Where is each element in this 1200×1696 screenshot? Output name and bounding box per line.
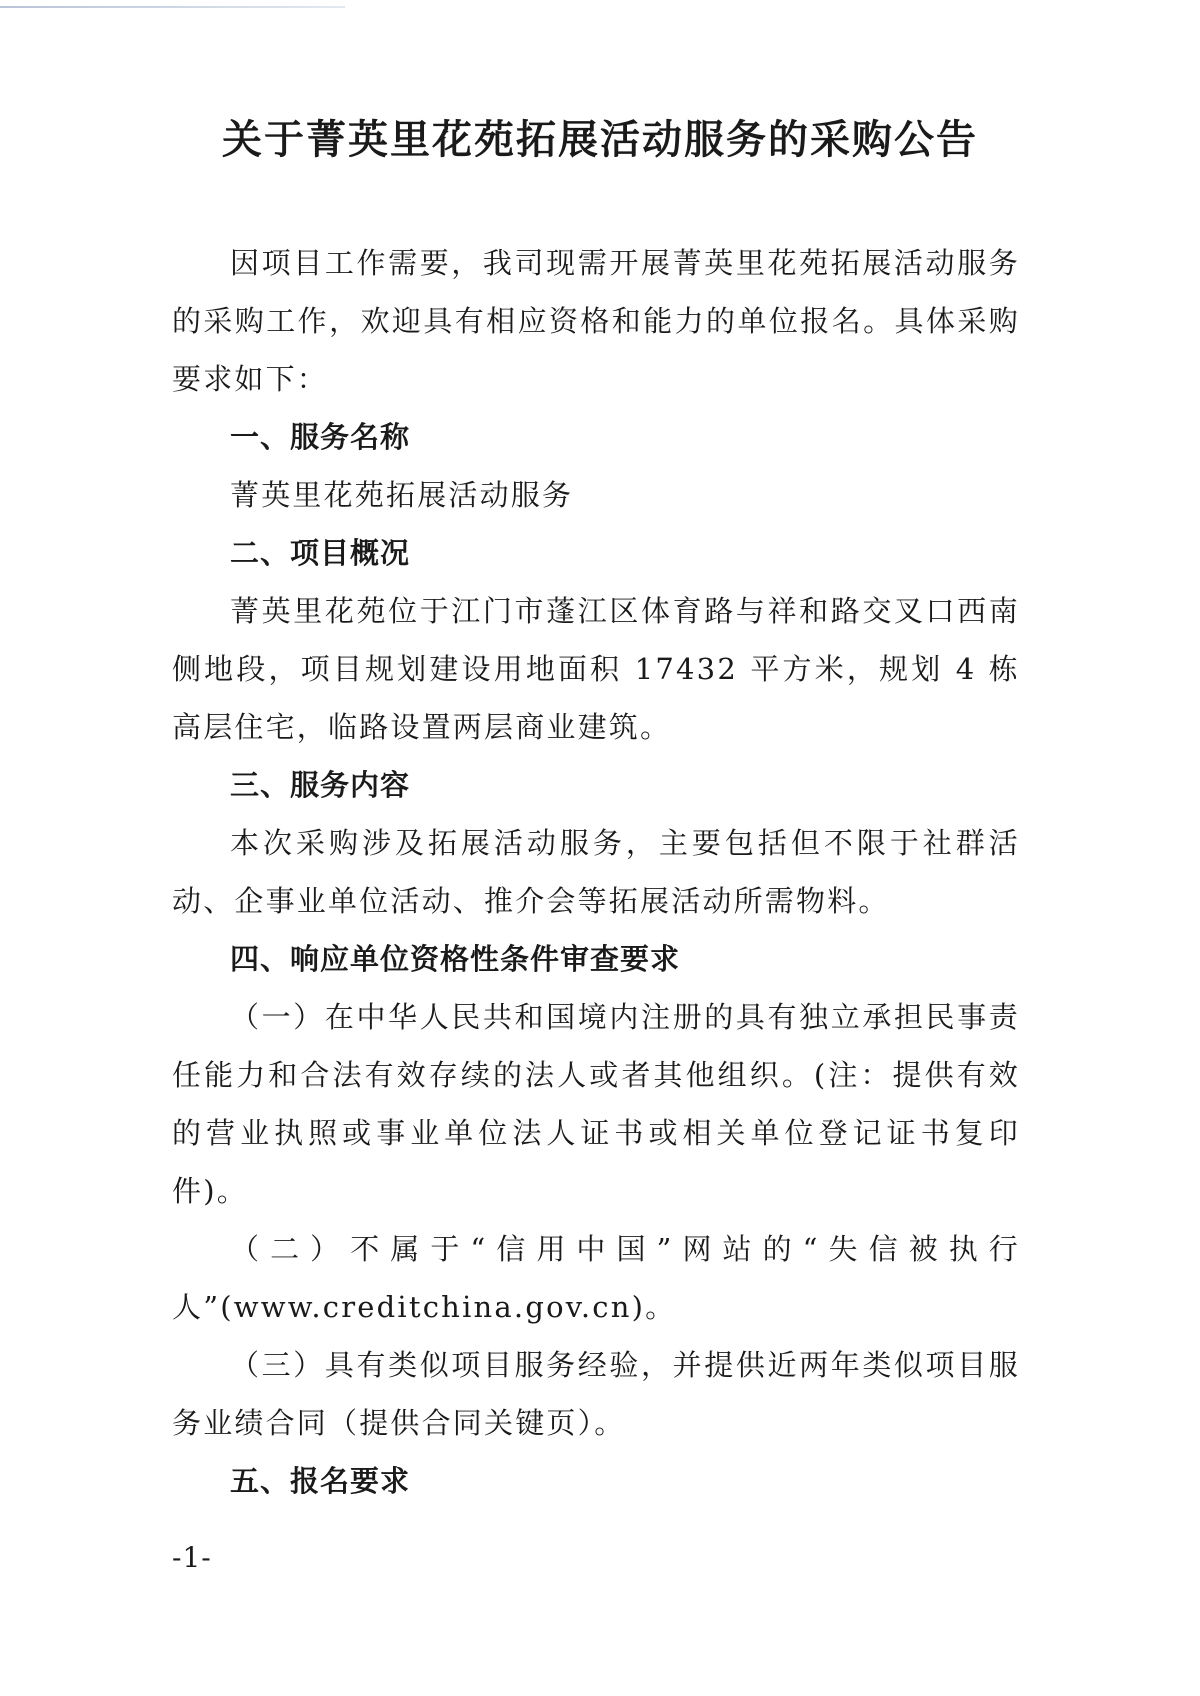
qualification-item-3: （三）具有类似项目服务经验，并提供近两年类似项目服务业绩合同（提供合同关键页）。 (172, 1348, 1020, 1440)
qualification-item-2: （二）不属于“信用中国”网站的“失信被执行人”(www.creditchina.gov.cn)。 (172, 1232, 1020, 1324)
section-heading-registration: 五、报名要求 (230, 1464, 411, 1498)
intro-paragraph: 因项目工作需要，我司现需开展菁英里花苑拓展活动服务的采购工作，欢迎具有相应资格和能力的单位报名。具体采购要求如下： (172, 246, 1020, 396)
project-overview-paragraph: 菁英里花苑位于江门市蓬江区体育路与祥和路交叉口西南侧地段，项目规划建设用地面积 17432 平方米，规划 4 栋高层住宅，临路设置两层商业建筑。 (172, 594, 1020, 744)
qualification-item-1: （一）在中华人民共和国境内注册的具有独立承担民事责任能力和合法有效存续的法人或者其他组织。(注：提供有效的营业执照或事业单位法人证书或相关单位登记证书复印件)。 (172, 1000, 1020, 1208)
scan-edge-line (0, 6, 345, 8)
section-heading-project-overview: 二、项目概况 (230, 536, 411, 570)
document-title: 关于菁英里花苑拓展活动服务的采购公告 (222, 117, 978, 163)
section-heading-service-content: 三、服务内容 (230, 768, 411, 802)
service-name-paragraph: 菁英里花苑拓展活动服务 (230, 478, 574, 512)
document-body (172, 234, 1020, 1510)
page-number: -1- (172, 1541, 212, 1574)
section-heading-service-name: 一、服务名称 (230, 420, 411, 454)
section-heading-qualification: 四、响应单位资格性条件审查要求 (230, 942, 681, 976)
service-content-paragraph: 本次采购涉及拓展活动服务，主要包括但不限于社群活动、企事业单位活动、推介会等拓展活动所需物料。 (172, 826, 1020, 918)
